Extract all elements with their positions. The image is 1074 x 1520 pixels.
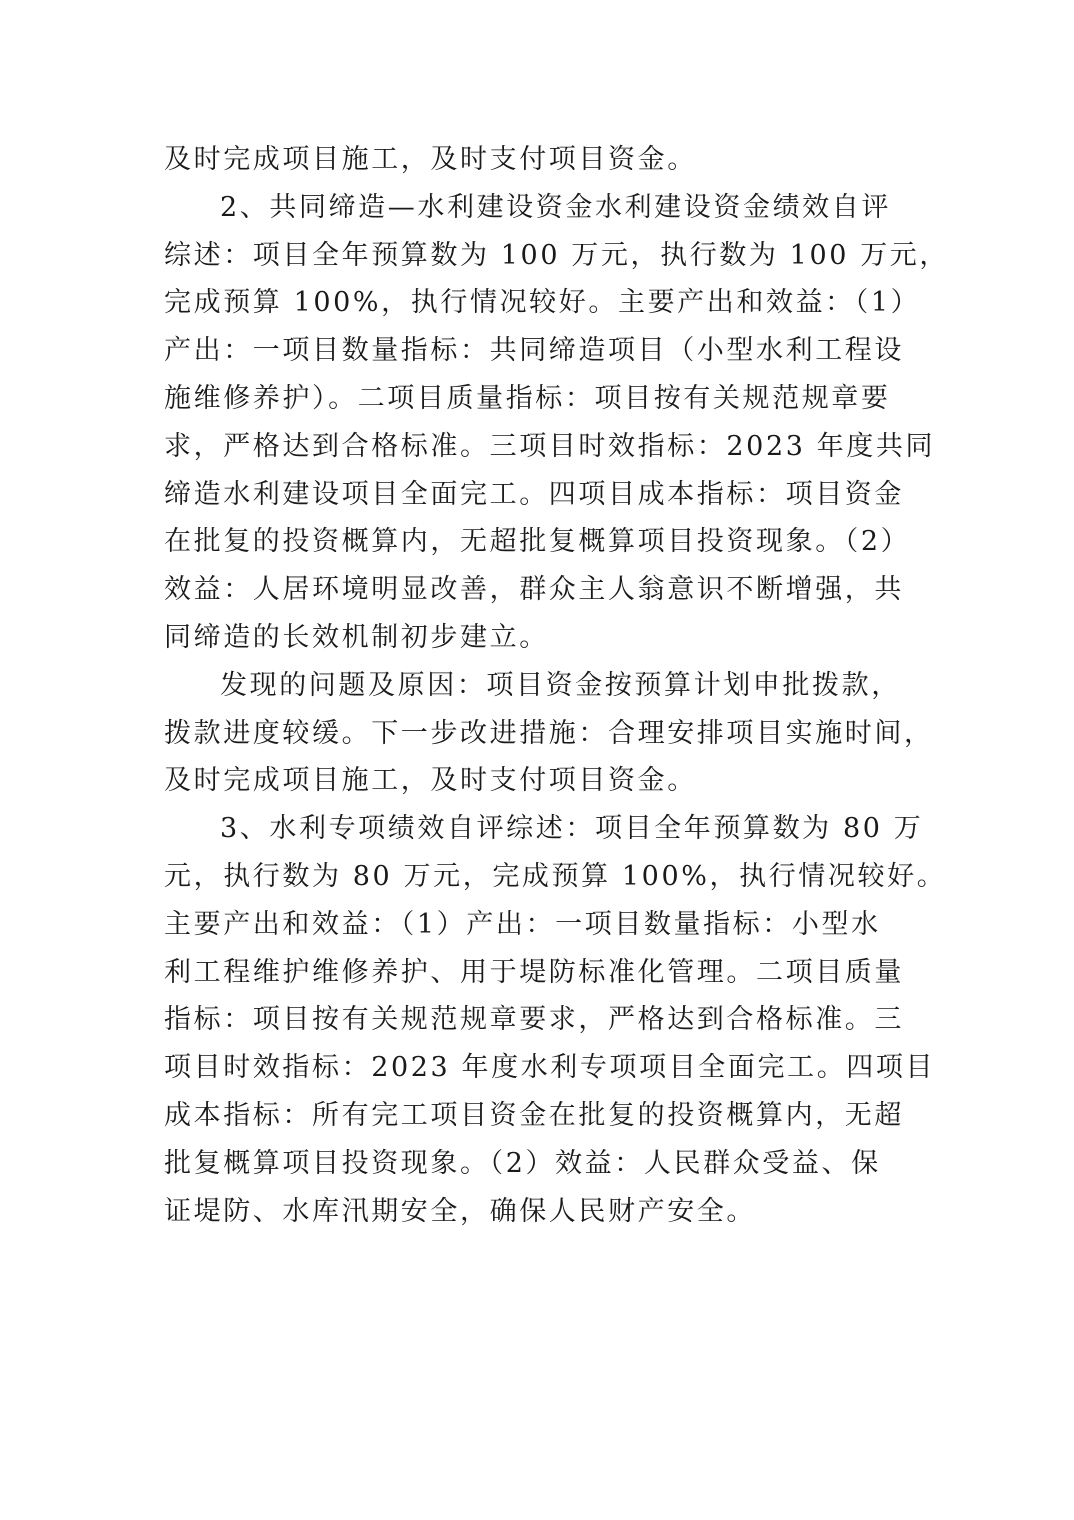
text-line: 综述：项目全年预算数为 100 万元，执行数为 100 万元， [164, 239, 949, 271]
text-line: 利工程维护维修养护、用于堤防标准化管理。二项目质量 [164, 956, 904, 988]
text-line: 施维修养护）。二项目质量指标：项目按有关规范规章要 [164, 382, 891, 414]
text-line: 指标：项目按有关规范规章要求，严格达到合格标准。三 [164, 1004, 904, 1036]
text-line: 主要产出和效益：（1）产出：一项目数量指标：小型水 [164, 908, 881, 940]
text-line: 同缔造的长效机制初步建立。 [164, 621, 549, 653]
text-line: 发现的问题及原因：项目资金按预算计划申批拨款， [220, 669, 901, 701]
text-line: 拨款进度较缓。下一步改进措施：合理安排项目实施时间， [164, 717, 934, 749]
text-line: 效益：人居环境明显改善，群众主人翁意识不断增强，共 [164, 574, 904, 606]
text-line: 及时完成项目施工，及时支付项目资金。 [164, 144, 697, 175]
text-line: 完成预算 100%，执行情况较好。主要产出和效益：（1） [164, 287, 921, 319]
text-line: 批复概算项目投资现象。（2）效益：人民群众受益、保 [164, 1147, 881, 1179]
text-line: 成本指标：所有完工项目资金在批复的投资概算内，无超 [164, 1099, 904, 1131]
text-line: 项目时效指标：2023 年度水利专项项目全面完工。四项目 [164, 1052, 936, 1084]
text-line: 缔造水利建设项目全面完工。四项目成本指标：项目资金 [164, 478, 904, 510]
text-line: 及时完成项目施工，及时支付项目资金。 [164, 765, 697, 797]
text-line: 证堤防、水库汛期安全，确保人民财产安全。 [164, 1195, 756, 1227]
text-line: 元，执行数为 80 万元，完成预算 100%，执行情况较好。 [164, 860, 947, 892]
text-line: 求，严格达到合格标准。三项目时效指标：2023 年度共同 [164, 430, 936, 462]
text-line: 3、水利专项绩效自评综述：项目全年预算数为 80 万 [220, 813, 924, 845]
body-text [164, 136, 949, 1235]
text-line: 在批复的投资概算内，无超批复概算项目投资现象。（2） [164, 526, 911, 558]
text-line: 2、共同缔造—水利建设资金水利建设资金绩效自评 [220, 191, 891, 223]
text-line: 产出：一项目数量指标：共同缔造项目（小型水利工程设 [164, 335, 904, 367]
